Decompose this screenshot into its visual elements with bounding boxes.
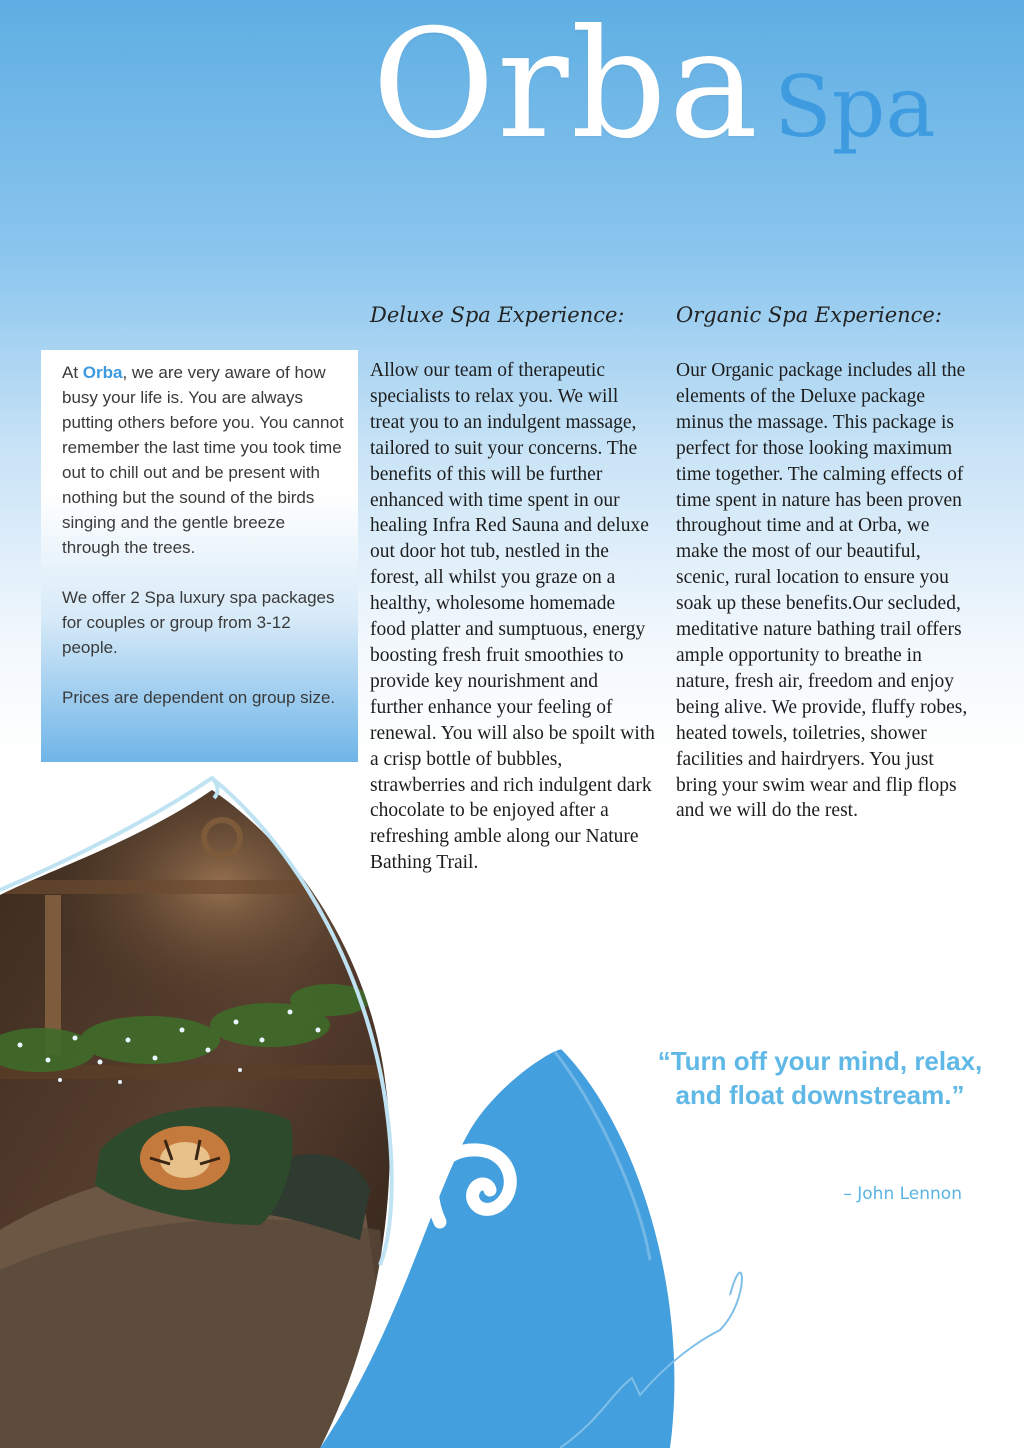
intro-paragraph-3: Prices are dependent on group size. <box>62 688 336 707</box>
intro-box <box>41 350 358 762</box>
brand-name: Orba <box>82 363 123 382</box>
deluxe-body: Allow our team of therapeutic specialists to relax you. We will treat you to an indulgent massage, tailored to suit your concerns. The benefits of this will be further enhanced with time spent in our healing Infra Red Sauna and deluxe out door hot tub, nestled in the forest, all whilst you graze on a healthy, wholesome homemade food platter and sumptuous, energy boosting fresh fruit smoothies to provide key nourishment and further enhance your feeling of renewal. You will also be spoilt with a crisp bottle of bubbles, strawberries and rich indulgent dark chocolate to be enjoyed after a refreshing amble along our Nature Bathing Trail. <box>370 360 655 874</box>
intro-paragraph-2: We offer 2 Spa luxury spa packages for couples or group from 3-12 people. <box>62 588 335 657</box>
logo-word-spa: Spa <box>774 58 936 156</box>
intro-paragraph-1 <box>62 360 344 560</box>
organic-title: Organic Spa Experience: <box>676 303 942 327</box>
organic-body: Our Organic package includes all the elements of the Deluxe package minus the massage. This package is perfect for those looking maximum time together. The calming effects of time spent in nature has been proven throughout time and at Orba, we make the most of our beautiful, scenic, rural location to ensure you soak up these benefits.Our secluded, meditative nature bathing trail offers ample opportunity to breathe in nature, fresh air, freedom and enjoy being alive. We provide, fluffy robes, heated towels, toiletries, shower facilities and hairdryers. You just bring your swim wear and flip flops and we will do the rest. <box>676 360 968 822</box>
quote-text: “Turn off your mind, relax, and float downstream.” <box>657 1046 983 1110</box>
spa-room-photo <box>0 780 400 1448</box>
quote-author: – John Lennon <box>843 1184 962 1204</box>
deluxe-title: Deluxe Spa Experience: <box>370 303 625 327</box>
intro-text: , we are very aware of how busy your life is. You are always putting others before you. You cannot remember the last time you took time out to chill out and be present with nothing but the sound of the birds singing and the gentle breeze through the trees. <box>62 363 344 557</box>
logo-word-orba: Orba <box>372 0 761 172</box>
spa-logo <box>372 0 936 172</box>
intro-prefix: At <box>62 363 83 382</box>
